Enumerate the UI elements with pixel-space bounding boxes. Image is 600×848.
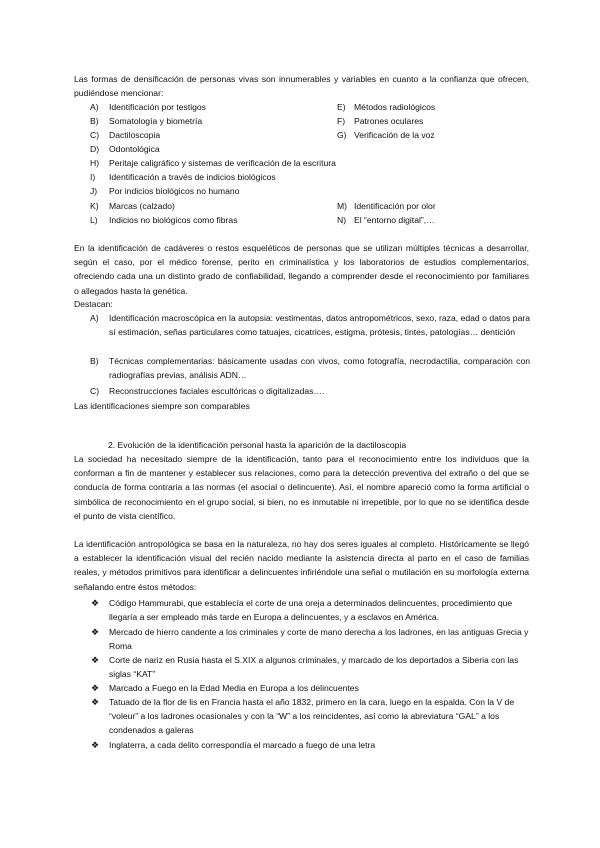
list-item [91, 653, 531, 681]
item-text: Indicios no biológicos como fibras [109, 215, 238, 225]
item-label: J) [90, 186, 98, 196]
destacan-label: Destacan: [74, 299, 113, 309]
item-text: Dactiloscopia [109, 130, 161, 140]
item-label: A) [90, 102, 99, 112]
item-text: Patrones oculares [354, 116, 424, 126]
diamond-bullet-icon: ❖ [91, 697, 100, 707]
item-label: A) [90, 313, 99, 323]
list-item [91, 738, 531, 752]
diamond-bullet-icon: ❖ [91, 740, 100, 750]
item-label: C) [90, 386, 100, 396]
list-item [90, 170, 540, 184]
item-label: K) [90, 201, 99, 211]
list-item [90, 100, 540, 114]
list-item [91, 681, 531, 695]
section-paragraph-2: La identificación antropológica se basa en la naturaleza, no hay dos seres iguales al completo. Históricamente se llegó a establecer la identificación visual del recién nacido mediante la asistencia directa al parto en el caso de familias reales, y métodos primitivos para identificar a delincuentes infiriéndole una señal o mutilación en su morfología externa señalando entre éstos métodos: [74, 539, 529, 592]
list-item [90, 199, 540, 213]
intro-paragraph: Las formas de densificación de personas vivas son innumerables y variables en cuanto a la confianza que ofrecen, pudiéndose mencionar: [74, 74, 529, 99]
list-item [90, 184, 540, 198]
diamond-bullet-icon: ❖ [91, 683, 100, 693]
item-label: B) [90, 356, 99, 366]
item-text: Métodos radiológicos [354, 102, 436, 112]
item-label: M) [337, 201, 348, 211]
item-text: Odontológica [109, 144, 160, 154]
item-text: Por indicios biológicos no humano [109, 186, 240, 196]
item-text: Identificación por olor [354, 201, 436, 211]
item-label: B) [90, 116, 99, 126]
diamond-bullet-icon: ❖ [91, 627, 100, 637]
item-text: Técnicas complementarias: básicamente usadas con vivos, como fotografía, necrodactilia, comparación con radiografías previas, análisis ADN… [109, 356, 530, 381]
diamond-bullet-icon: ❖ [91, 598, 100, 608]
item-label: D) [90, 144, 100, 154]
item-text: Identificación macroscópica en la autopsia: vestimentas, datos antropométricos, sexo, raza, edad o datos para sí estimación, señas particulares como tatuajes, cicatrices, estigma, prótesis, tintes, patologías… dentición [109, 313, 530, 338]
item-text: Corte de nariz en Rusia hasta el S.XIX a algunos criminales, y marcado de los deportados a Siberia con las siglas “KAT” [109, 655, 519, 680]
list-item [90, 213, 540, 227]
list-item [90, 384, 530, 398]
item-text: El “entorno digital”,… [354, 215, 435, 225]
list-item [90, 311, 530, 339]
item-text: Identificación a través de indicios biológicos [109, 172, 276, 182]
list-item [90, 128, 540, 142]
section-title: 2. Evolución de la identificación personal hasta la aparición de la dactiloscopia [108, 440, 407, 450]
cadaver-paragraph: En la identificación de cadáveres o restos esqueléticos de personas que se utilizan múltiples técnicas a desarrollar, según el caso, por el médico forense, perito en criminalística y los laboratorios de estudios complementarios, ofreciendo cada una un distinto grado de confiabilidad, llegando a comprender desde el reconocimiento por familiares o allegados hasta la genética. [74, 243, 529, 296]
item-label: C) [90, 130, 100, 140]
list-item [90, 354, 530, 382]
diamond-bullet-icon: ❖ [91, 655, 100, 665]
item-label: L) [90, 215, 98, 225]
item-label: F) [337, 116, 346, 126]
item-text: Identificación por testigos [109, 102, 206, 112]
item-text: Marcas (calzado) [109, 201, 175, 211]
item-text: Peritaje caligráfico y sistemas de verificación de la escritura [109, 158, 336, 168]
list-item [91, 695, 531, 738]
item-label: N) [337, 215, 347, 225]
list-item [90, 114, 540, 128]
item-text: Somatología y biometría [109, 116, 203, 126]
item-text: Reconstrucciones faciales escultóricas o digitalizadas…. [109, 386, 325, 396]
item-text: Mercado de hierro candente a los criminales y corte de mano derecha a los ladrones, en las antiguas Grecia y Roma [109, 627, 529, 652]
list-item [91, 625, 531, 653]
item-label: H) [90, 158, 100, 168]
item-text: Inglaterra, a cada delito correspondía el marcado a fuego de una letra [109, 740, 376, 750]
item-label: E) [337, 102, 346, 112]
item-text: Tatuado de la flor de lis en Francia hasta el año 1832, primero en la cara, luego en la espalda. Con la V de “voleur” a los ladrones ocasionales y con la “W” a los reincidentes, así como la abreviatura “GAL” a los condenados a galeras [109, 697, 515, 736]
item-label: G) [337, 130, 347, 140]
list-item [90, 142, 540, 156]
list-item [90, 156, 540, 170]
item-text: Marcado a Fuego en la Edad Media en Europa a los delincuentes [109, 683, 359, 693]
item-text: Verificación de la voz [354, 130, 435, 140]
item-label: I) [90, 172, 96, 182]
item-text: Código Hammurabi, que establecía el corte de una oreja a determinados delincuentes, procedimiento que llegaría a ser empleado más tarde en Europa a delincuentes, y a esclavos en América. [109, 598, 513, 623]
comparable-note: Las identificaciones siempre son comparables [74, 401, 250, 411]
list-item [91, 596, 531, 624]
section-paragraph-1: La sociedad ha necesitado siempre de la identificación, tanto para el reconocimiento entre los individuos que la conforman a fin de mantener y establecer sus relaciones, como para la detección preventiva del extraño o del que se conducía de forma contraria a las normas (el asocial o delincuente). Así, el nombre apareció como la forma artificial o simbólica de reconocimiento en el grupo social, si bien, no es inmutable ni irrepetible, por lo que no se identifica desde el punto de vista científico. [74, 454, 529, 521]
